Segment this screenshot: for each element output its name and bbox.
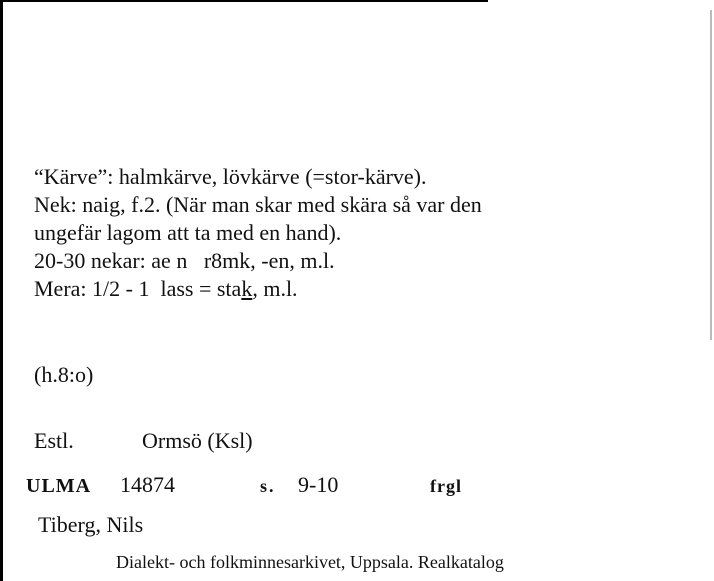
body-line-mera bbox=[34, 275, 654, 303]
collector: Tiberg, Nils bbox=[38, 512, 144, 537]
archive-label: ULMA bbox=[26, 475, 92, 497]
region: Estl. bbox=[34, 428, 74, 453]
mera-suffix: , m.l. bbox=[252, 276, 298, 301]
parish: Ormsö (Ksl) bbox=[142, 428, 253, 453]
card-right-edge bbox=[710, 10, 712, 340]
card-top-edge bbox=[0, 0, 488, 2]
card-body bbox=[34, 163, 654, 303]
page-label: s. bbox=[260, 476, 276, 496]
reference: (h.8:o) bbox=[34, 362, 94, 387]
body-line-3: ungefär lagom att ta med en hand). bbox=[34, 220, 342, 245]
mera-prefix: Mera: 1/2 - 1 lass = sta bbox=[34, 276, 242, 301]
mera-underlined: k bbox=[241, 276, 253, 301]
body-line-1: “Kärve”: halmkärve, lövkärve (=stor-kärve). bbox=[34, 164, 427, 189]
body-line-4: 20-30 nekar: ae n r8mk, -en, m.l. bbox=[34, 248, 335, 273]
page-range: 9-10 bbox=[298, 472, 339, 497]
archive-number: 14874 bbox=[120, 472, 175, 497]
body-line-2: Nek: naig, f.2. (När man skar med skära så var den bbox=[34, 192, 482, 217]
record-kind: frgl bbox=[430, 476, 462, 496]
card-left-edge bbox=[0, 0, 3, 581]
archive-footer: Dialekt- och folkminnesarkivet, Uppsala. Realkatalog bbox=[116, 552, 504, 572]
